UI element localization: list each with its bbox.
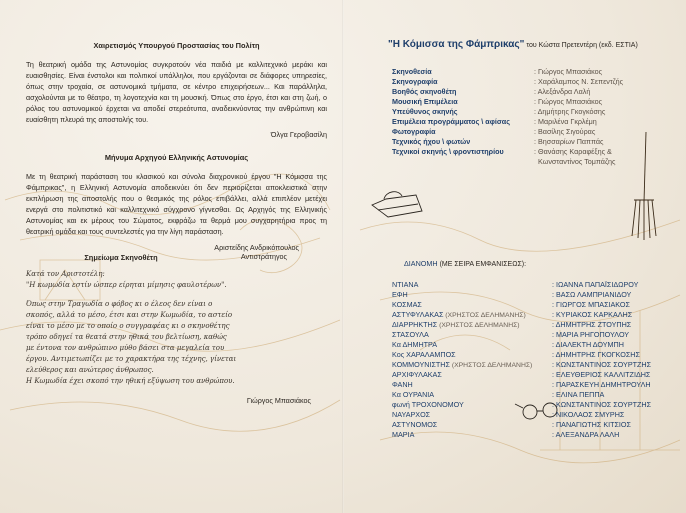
- cast-name: : ΝΙΚΟΛΑΟΣ ΣΜΥΡΗΣ: [552, 410, 625, 419]
- cast-role: ΕΦΗ: [392, 290, 408, 299]
- message-signature-name: Αριστείδης Ανδρικόπουλος: [214, 243, 299, 252]
- play-title: "Η Κόμισσα της Φάμπρικας": [388, 39, 525, 50]
- cast-row: [392, 350, 668, 360]
- cast-role: ΦΑΝΗ: [392, 380, 413, 389]
- cast-role: ΑΣΤΥΦΥΛΑΚΑΣ: [392, 310, 444, 319]
- crew-name: : Βησσαρίων Παππάς: [534, 137, 604, 146]
- cast-role: φωνή ΤΡΟΧΟΝΟΜΟΥ: [392, 400, 464, 409]
- crew-role: [392, 157, 534, 167]
- page-fold: [342, 0, 344, 513]
- cast-row: [392, 300, 668, 310]
- cast-role: ΣΤΑΣΟΥΛΑ: [392, 330, 429, 339]
- crew-role: Τεχνικός ήχου \ φωτών: [392, 137, 471, 146]
- cast-row: [392, 390, 668, 400]
- crew-row: [392, 77, 668, 87]
- cast-row: [392, 330, 668, 340]
- director-note-line: τρόπο οδηγεί τα θεατά στην ηθικά του βελτίωση, καθώς: [26, 333, 227, 341]
- right-page: [358, 40, 668, 440]
- cast-note: (ΧΡΗΣΤΟΣ ΔΕΛΗΜΑΝΗΣ): [449, 362, 533, 369]
- crew-role: Σκηνογραφία: [392, 77, 438, 86]
- crew-name: : Δημήτρης Γκογκόσης: [534, 107, 606, 116]
- director-note-line: με έντονα τον ανθρώπινο μύθο βάσει στα μεγαλεία του: [26, 344, 225, 352]
- cast-name: : ΒΑΣΩ ΛΑΜΠΡΙΑΝΙΔΟΥ: [552, 290, 632, 299]
- cast-role: ΚΟΜΜΟΥΝΙΣΤΗΣ: [392, 360, 450, 369]
- crew-row: [392, 147, 668, 157]
- crew-role: Επιμέλεια προγράμματος \ αφίσας: [392, 117, 510, 126]
- cast-name: : ΚΩΝΣΤΑΝΤΙΝΟΣ ΣΟΥΡΤΖΗΣ: [552, 400, 652, 409]
- cast-name: : ΔΗΜΗΤΡΗΣ ΖΤΟΥΠΗΣ: [552, 320, 632, 329]
- cast-name: : ΙΩΑΝΝΑ ΠΑΠΑΪΣΙΔΩΡΟΥ: [552, 280, 639, 289]
- cast-row: [392, 280, 668, 290]
- cast-row: [392, 400, 668, 410]
- greeting-title: Χαιρετισμός Υπουργού Προστασίας του Πολίτη: [93, 41, 260, 50]
- cast-name: : ΠΑΡΑΣΚΕΥΗ ΔΗΜΗΤΡΟΥΛΗ: [552, 380, 651, 389]
- crew-role: Υπεύθυνος σκηνής: [392, 107, 458, 116]
- cast-role: Κα ΔΗΜΗΤΡΑ: [392, 340, 438, 349]
- message-signature-rank: Αντιστράτηγος: [240, 252, 287, 261]
- cast-row: [392, 370, 668, 380]
- crew-name: : Γιώργος Μπασιάκος: [534, 97, 603, 106]
- distribution-note: (ΜΕ ΣΕΙΡΑ ΕΜΦΑΝΙΣΕΩΣ):: [439, 261, 527, 268]
- cast-name: : ΑΛΕΞΑΝΔΡΑ ΛΑΛΗ: [552, 430, 620, 439]
- cast-row: [392, 320, 668, 330]
- crew-name: : Γιώργος Μπασιάκος: [534, 67, 603, 76]
- director-note-handwritten: [26, 269, 327, 387]
- director-note-line: [26, 291, 327, 299]
- play-subtitle: του Κώστα Πρετεντέρη (εκδ. ΕΣΤΙΑ): [526, 42, 638, 49]
- cast-note: (ΧΡΗΣΤΟΣ ΔΕΛΗΜΑΝΗΣ): [437, 322, 520, 329]
- distribution-title: ΔΙΑΝΟΜΗ: [404, 259, 438, 268]
- director-note-line: ελεύθερος και ανώτερος άνθρωπος.: [26, 366, 154, 374]
- crew-row: [392, 127, 668, 137]
- crew-row: [392, 67, 668, 77]
- cast-name: : ΠΑΝΑΓΙΩΤΗΣ ΚΙΤΣΙΟΣ: [552, 420, 631, 429]
- message-title: Μήνυμα Αρχηγού Ελληνικής Αστυνομίας: [104, 153, 249, 162]
- cast-row: [392, 340, 668, 350]
- cast-row: [392, 380, 668, 390]
- cast-row: [392, 420, 668, 430]
- director-note-line: Όπως στην Τραγωδία ο φόβος κι ο έλεος δεν είναι ο: [26, 300, 213, 308]
- crew-row: [392, 97, 668, 107]
- cast-row: [392, 430, 668, 440]
- play-heading: [388, 40, 668, 51]
- message-text: Με τη θεατρική παράσταση του κλασικού και σύνολα διαχρονικού έργου "Η Κόμισσα της Φάμπρικας", η Ελληνική Αστυνομία αποδεικνύει ότι δεν περιορίζεται αποκλειστικά στην εκπλήρωση της αποστολής που ο θεσμικός της ρόλος επιβάλλει, αλλά επιπλέον μετέχει ενεργά στο πολιτιστικό και καλλιτεχνικό σύγχρονο γίγνεσθαι. Ως Αρχηγός της Ελληνικής Αστυνομίας και εκ μέρους του Σώματος, εκφράζω τα θερμά μου συγχαρητήρια προς τη θεατρική ομάδα και τους συντελεστές για την λίγη παράσταση.: [26, 172, 327, 236]
- crew-row: [392, 137, 668, 147]
- cast-list: [392, 280, 668, 440]
- cast-row: [392, 310, 668, 320]
- cast-name: : ΜΑΡΙΑ ΡΗΓΟΠΟΥΛΟΥ: [552, 330, 630, 339]
- cast-row: [392, 410, 668, 420]
- crew-name: : Βασίλης Σιγούρας: [534, 127, 596, 136]
- director-note-line: σκοπός, αλλά το μέσο, έτσι και στην Κωμωδία, το αστείο: [26, 311, 233, 319]
- director-note-line: "Η κωμωδία εστίν ώσπερ είρηται μίμησις φαυλοτέρων".: [26, 281, 227, 289]
- crew-name: Κωνσταντίνος Τομπάζης: [538, 157, 616, 166]
- cast-role: ΝΤΙΑΝΑ: [392, 280, 419, 289]
- cast-role: ΜΑΡΙΑ: [392, 430, 415, 439]
- crew-name: : Μαριλένα Γκρλέμη: [534, 117, 597, 126]
- distribution-heading: [404, 259, 668, 270]
- cast-note: (ΧΡΗΣΤΟΣ ΔΕΛΗΜΑΝΗΣ): [443, 312, 526, 319]
- director-signature: Γιώργος Μπασιάκος: [246, 396, 311, 405]
- director-note-line: είναι το μέσο με το οποίο ο συγγραφέας κι ο σκηνοθέτης: [26, 322, 230, 330]
- cast-role: ΚΟΣΜΑΣ: [392, 300, 422, 309]
- crew-role: Μουσική Επιμέλεια: [392, 97, 458, 106]
- left-page: [26, 40, 327, 406]
- director-note-title: Σημείωμα Σκηνοθέτη: [84, 253, 158, 262]
- cast-role: ΝΑΥΑΡΧΟΣ: [392, 410, 431, 419]
- crew-name: : Θανάσης Καραφέξης &: [534, 147, 612, 156]
- cast-name: : ΚΩΝΣΤΑΝΤΙΝΟΣ ΣΟΥΡΤΖΗΣ: [552, 360, 652, 369]
- crew-role: Σκηνοθεσία: [392, 67, 432, 76]
- crew-row: [392, 87, 668, 97]
- cast-role: ΑΣΤΥΝΟΜΟΣ: [392, 420, 438, 429]
- cast-name: : ΚΥΡΙΑΚΟΣ ΚΑΡΚΑΛΗΣ: [552, 310, 633, 319]
- cast-role: ΔΙΑΡΡΗΚΤΗΣ: [392, 320, 438, 329]
- director-note-line: έργου. Αντιμετωπίζει με το χαρακτήρα της τέχνης, γίνεται: [26, 355, 237, 363]
- cast-name: : ΔΗΜΗΤΡΗΣ ΓΚΟΓΚΟΣΗΣ: [552, 350, 640, 359]
- greeting-signature: Όλγα Γεροβασίλη: [270, 130, 327, 139]
- cast-name: : ΓΙΩΡΓΟΣ ΜΠΑΣΙΑΚΟΣ: [552, 300, 630, 309]
- greeting-text: Τη θεατρική ομάδα της Αστυνομίας συγκροτούν νέα παιδιά με καλλιτεχνικό μεράκι και ευαισθησίες. Είναι ένστολοι και πολιτικοί υπάλληλοι, που εργάζονται σε διάφορες υπηρεσίες, όπως στην τροχαία, σε αστυνομικά τμήματα, σε κέντρο επιχειρήσεων... Και παράλληλα, ασχολούνται με το θέατρο, τη λογοτεχνία και τη μουσική. Όπως στο έργο, έτσι και στη ζωή, ο ρόλος του αστυνομικού έρχεται να αποδεί στερεότυπα, αναδεικνύοντας την ανθρώπινη και ευαίσθητη πλευρά της αποστολής του.: [26, 60, 327, 124]
- crew-list: [392, 67, 668, 167]
- cast-name: : ΕΛΙΝΑ ΠΕΠΠΑ: [552, 390, 605, 399]
- cast-name: : ΕΛΕΥΘΕΡΙΟΣ ΚΑΛΛΙΤΖΙΔΗΣ: [552, 370, 651, 379]
- director-note-line: Η Κωμωδία έχει σκοπό την ηθική εξύψωση του ανθρώπου.: [26, 377, 235, 385]
- crew-name: : Αλεξάνδρα Λαλή: [534, 87, 591, 96]
- cast-role: Κα ΟΥΡΑΝΙΑ: [392, 390, 435, 399]
- crew-role: Βοηθός σκηνοθέτη: [392, 87, 457, 96]
- cast-row: [392, 360, 668, 370]
- crew-row: [392, 157, 668, 167]
- cast-name: : ΔΙΑΛΕΚΤΗ ΔΟΥΜΠΗ: [552, 340, 624, 349]
- cast-row: [392, 290, 668, 300]
- crew-role: Φωτογραφία: [392, 127, 436, 136]
- cast-role: Κος ΧΑΡΑΛΑΜΠΟΣ: [392, 350, 456, 359]
- crew-name: : Χαράλαμπος Ν. Σεπεντζής: [534, 77, 624, 86]
- director-note-line: Κατά τον Αριστοτέλη:: [26, 270, 105, 278]
- crew-row: [392, 107, 668, 117]
- cast-role: ΑΡΧΙΦΥΛΑΚΑΣ: [392, 370, 442, 379]
- crew-row: [392, 117, 668, 127]
- crew-role: Τεχνικοί σκηνής \ φροντιστηρίου: [392, 147, 504, 156]
